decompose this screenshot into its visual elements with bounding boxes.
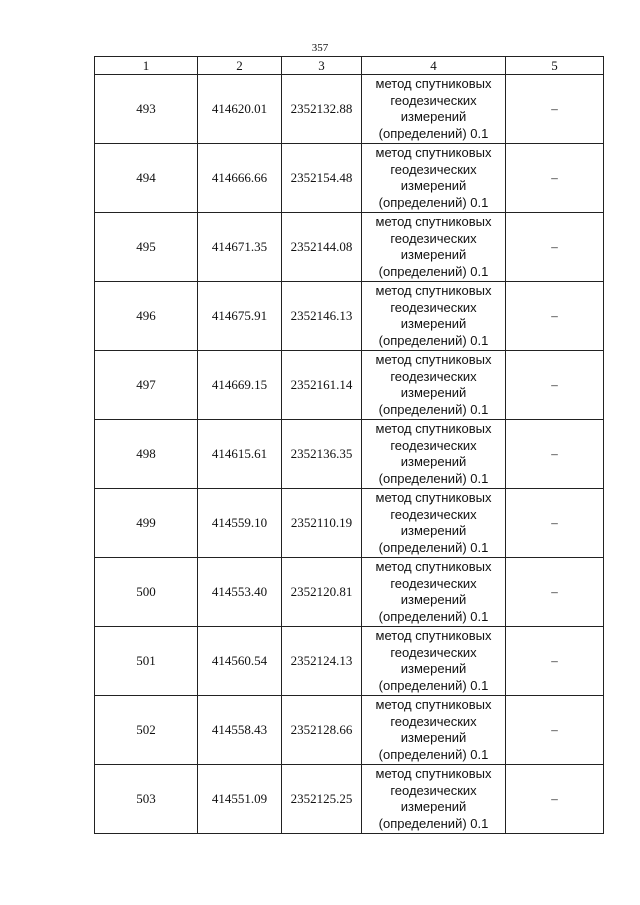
x-coordinate-cell: 414615.61 [198,420,282,489]
y-coordinate-cell: 2352124.13 [282,627,362,696]
method-cell [362,282,506,351]
x-coordinate-cell: 414558.43 [198,696,282,765]
table-row [95,627,604,696]
method-text-line: геодезических [390,437,477,453]
method-text-line: метод спутниковых [375,283,492,298]
method-cell [362,765,506,834]
point-number-cell: 493 [95,75,198,144]
point-number-cell: 495 [95,213,198,282]
note-cell: – [506,489,604,558]
table-row [95,696,604,765]
method-text-line: метод спутниковых [375,766,492,781]
method-text-line: метод спутниковых [375,421,492,436]
method-text-line: метод спутниковых [375,214,492,229]
note-cell: – [506,558,604,627]
method-text-line: геодезических [390,92,477,108]
column-header-5: 5 [506,57,604,75]
y-coordinate-cell: 2352125.25 [282,765,362,834]
x-coordinate-cell: 414671.35 [198,213,282,282]
method-text-line: геодезических [390,161,477,177]
table-row [95,765,604,834]
method-text-line: (определений) 0.1 [378,677,489,693]
note-cell: – [506,765,604,834]
note-cell: – [506,696,604,765]
method-text-line: измерений [400,730,467,745]
method-text-line: измерений [400,799,467,814]
note-cell: – [506,144,604,213]
method-text-line: метод спутниковых [375,697,492,712]
table-row [95,351,604,420]
method-cell [362,696,506,765]
y-coordinate-cell: 2352120.81 [282,558,362,627]
method-cell [362,75,506,144]
method-text-line: (определений) 0.1 [378,746,489,762]
point-number-cell: 500 [95,558,198,627]
method-text-line: (определений) 0.1 [378,815,489,831]
method-text-line: метод спутниковых [375,490,492,505]
method-text-line: геодезических [390,368,477,384]
note-cell: – [506,420,604,489]
method-text-line: измерений [400,661,467,676]
method-text-line: измерений [400,454,467,469]
x-coordinate-cell: 414559.10 [198,489,282,558]
note-cell: – [506,282,604,351]
note-cell: – [506,75,604,144]
point-number-cell: 503 [95,765,198,834]
method-cell [362,213,506,282]
method-text-line: измерений [400,247,467,262]
note-cell: – [506,351,604,420]
point-number-cell: 498 [95,420,198,489]
method-text-line: измерений [400,385,467,400]
method-text-line: (определений) 0.1 [378,332,489,348]
method-text-line: метод спутниковых [375,559,492,574]
y-coordinate-cell: 2352161.14 [282,351,362,420]
y-coordinate-cell: 2352146.13 [282,282,362,351]
point-number-cell: 494 [95,144,198,213]
y-coordinate-cell: 2352154.48 [282,144,362,213]
method-text-line: (определений) 0.1 [378,194,489,210]
table-row [95,489,604,558]
table-row [95,75,604,144]
table-row [95,213,604,282]
x-coordinate-cell: 414553.40 [198,558,282,627]
method-text-line: измерений [400,523,467,538]
method-text-line: метод спутниковых [375,628,492,643]
y-coordinate-cell: 2352144.08 [282,213,362,282]
method-text-line: (определений) 0.1 [378,608,489,624]
method-text-line: измерений [400,592,467,607]
method-cell [362,144,506,213]
method-text-line: измерений [400,178,467,193]
method-text-line: геодезических [390,575,477,591]
method-text-line: (определений) 0.1 [378,263,489,279]
y-coordinate-cell: 2352110.19 [282,489,362,558]
method-cell [362,420,506,489]
x-coordinate-cell: 414560.54 [198,627,282,696]
column-header-1: 1 [95,57,198,75]
x-coordinate-cell: 414669.15 [198,351,282,420]
method-text-line: (определений) 0.1 [378,125,489,141]
x-coordinate-cell: 414551.09 [198,765,282,834]
point-number-cell: 497 [95,351,198,420]
method-text-line: геодезических [390,782,477,798]
method-text-line: геодезических [390,506,477,522]
method-text-line: геодезических [390,644,477,660]
method-text-line: измерений [400,109,467,124]
note-cell: – [506,213,604,282]
table-row [95,144,604,213]
column-header-3: 3 [282,57,362,75]
method-text-line: геодезических [390,230,477,246]
method-text-line: метод спутниковых [375,145,492,160]
x-coordinate-cell: 414666.66 [198,144,282,213]
method-cell [362,351,506,420]
table-body [95,75,604,834]
column-header-2: 2 [198,57,282,75]
method-text-line: геодезических [390,299,477,315]
method-text-line: метод спутниковых [375,76,492,91]
table-header-row [95,57,604,75]
method-cell [362,558,506,627]
method-cell [362,489,506,558]
point-number-cell: 496 [95,282,198,351]
y-coordinate-cell: 2352136.35 [282,420,362,489]
coordinates-table [94,56,604,834]
x-coordinate-cell: 414675.91 [198,282,282,351]
method-text-line: измерений [400,316,467,331]
method-text-line: (определений) 0.1 [378,470,489,486]
column-header-4: 4 [362,57,506,75]
point-number-cell: 502 [95,696,198,765]
note-cell: – [506,627,604,696]
table-row [95,282,604,351]
table-row [95,420,604,489]
method-text-line: (определений) 0.1 [378,401,489,417]
method-text-line: геодезических [390,713,477,729]
method-text-line: (определений) 0.1 [378,539,489,555]
method-text-line: метод спутниковых [375,352,492,367]
point-number-cell: 501 [95,627,198,696]
y-coordinate-cell: 2352128.66 [282,696,362,765]
x-coordinate-cell: 414620.01 [198,75,282,144]
method-cell [362,627,506,696]
y-coordinate-cell: 2352132.88 [282,75,362,144]
page-number: 357 [311,42,329,54]
point-number-cell: 499 [95,489,198,558]
table-row [95,558,604,627]
